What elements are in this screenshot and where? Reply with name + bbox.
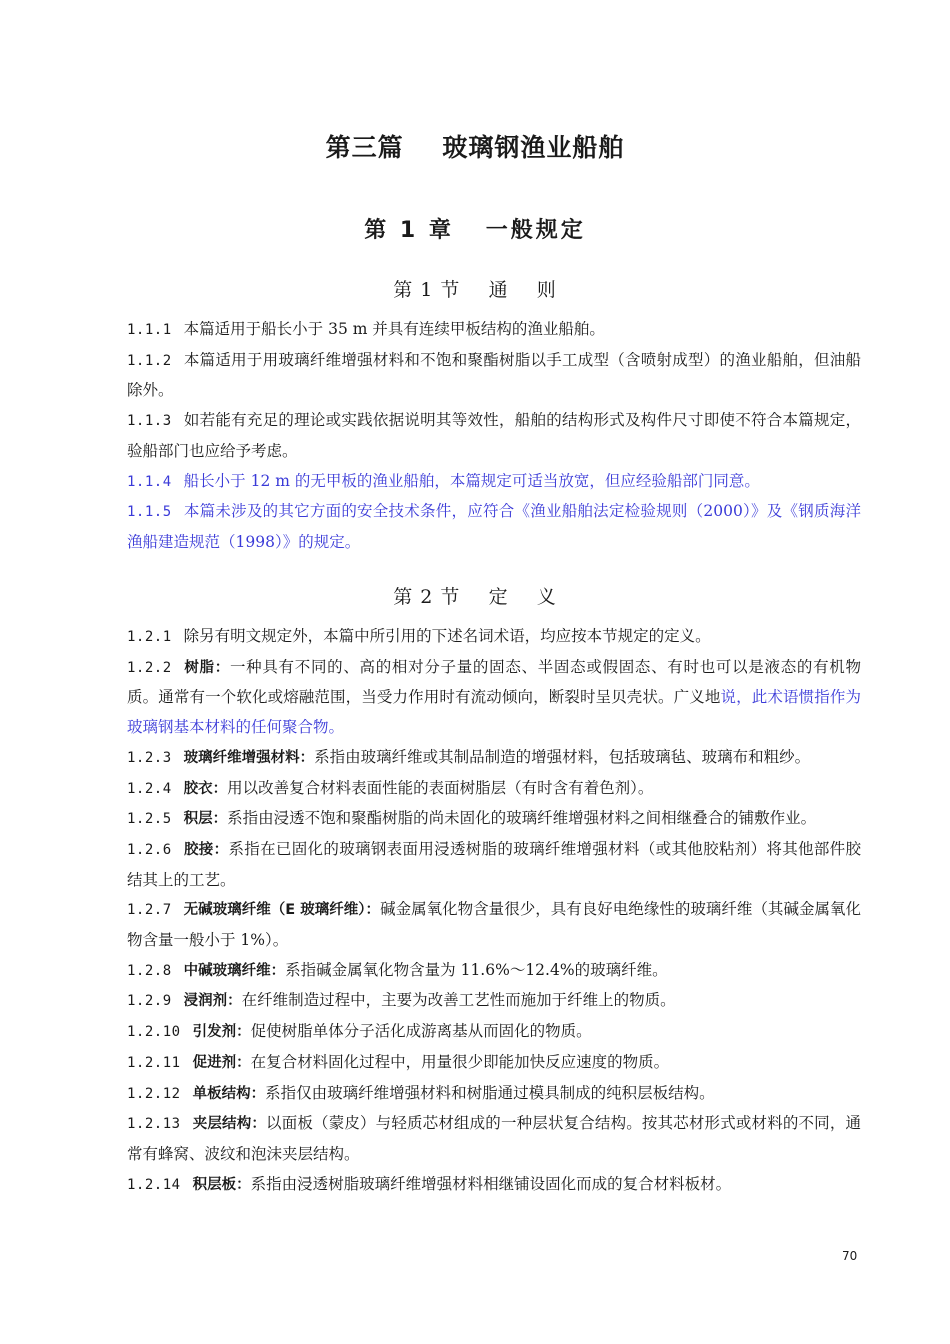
clause-number: 1.2.2 — [127, 659, 172, 676]
clause-1-2-14 — [127, 1170, 861, 1201]
clause-term: 胶接： — [183, 841, 229, 858]
section-1-body — [127, 315, 861, 558]
clause-number: 1.1.3 — [127, 413, 172, 430]
clause-number: 1.2.8 — [127, 962, 172, 979]
clause-number: 1.2.7 — [127, 902, 172, 919]
clause-term: 浸润剂： — [183, 993, 242, 1010]
clause-number: 1.2.13 — [127, 1116, 181, 1133]
clause-text: 本篇适用于用玻璃纤维增强材料和不饱和聚酯树脂以手工成型（含喷射成型）的渔业船舶，但油船除外。 — [127, 350, 861, 400]
clause-text: 促使树脂单体分子活化成游离基从而固化的物质。 — [250, 1022, 592, 1041]
clause-text: 如若能有充足的理论或实践依据说明其等效性，船舶的结构形式及构件尺寸即使不符合本篇规定，验船部门也应给予考虑。 — [127, 411, 861, 460]
clause-text: 碱金属氧化物含量很少，具有良好电绝缘性的玻璃纤维（其碱金属氧化物含量一般小于 1%）。 — [127, 900, 861, 950]
clause-text: 船长小于 12 m 的无甲板的渔业船舶，本篇规定可适当放宽，但应经验船部门同意。 — [183, 471, 760, 490]
clause-text: 系指由浸透树脂玻璃纤维增强材料相继铺设固化而成的复合材料板材。 — [250, 1174, 732, 1193]
clause-term: 积层： — [183, 811, 228, 828]
clause-number: 1.1.1 — [127, 322, 172, 338]
clause-number: 1.2.10 — [127, 1024, 181, 1041]
section-1-title: 第 1 节 通 则 — [393, 279, 557, 301]
clause-text: 本篇适用于船长小于 35 m 并具有连续甲板结构的渔业船舶。 — [183, 320, 605, 338]
clause-term: 引发剂： — [192, 1024, 251, 1041]
clause-1-2-9 — [127, 986, 861, 1017]
clause-term: 玻璃纤维增强材料： — [183, 749, 315, 766]
clause-text: 以面板（蒙皮）与轻质芯材组成的一种层状复合结构。按其芯材形式或材料的不同，通常有蜂窝、波纹和泡沫夹层结构。 — [127, 1114, 861, 1163]
clause-number: 1.1.4 — [127, 473, 172, 490]
clause-text: 在纤维制造过程中，主要为改善工艺性而施加于纤维上的物质。 — [241, 991, 676, 1010]
clause-text: 本篇未涉及的其它方面的安全技术条件，应符合《渔业船舶法定检验规则（2000）》及《钢质海洋渔船建造规范（1998）》的规定。 — [127, 502, 861, 551]
clause-term: 胶衣： — [183, 780, 228, 797]
clause-number: 1.2.1 — [127, 629, 172, 645]
clause-1-2-7 — [127, 895, 861, 955]
clause-number: 1.2.12 — [127, 1085, 181, 1102]
clause-1-1-1 — [127, 315, 861, 346]
clause-1-2-1 — [127, 622, 861, 653]
clause-text: 系指由浸透不饱和聚酯树脂的尚未固化的玻璃纤维增强材料之间相继叠合的铺敷作业。 — [227, 809, 817, 828]
clause-1-1-3 — [127, 406, 861, 466]
clause-1-2-8 — [127, 956, 861, 987]
clause-term: 中碱玻璃纤维： — [183, 962, 286, 979]
clause-text: 系指碱金属氧化物含量为 11.6%～12.4%的玻璃纤维。 — [285, 960, 668, 979]
clause-number: 1.2.9 — [127, 993, 172, 1010]
clause-number: 1.1.5 — [127, 504, 172, 521]
clause-text: 系指仅由玻璃纤维增强材料和树脂通过模具制成的纯积层板结构。 — [265, 1083, 715, 1102]
section-2-title: 第 2 节 定 义 — [393, 586, 557, 608]
clause-1-2-11 — [127, 1048, 861, 1079]
clause-number: 1.2.3 — [127, 749, 172, 766]
clause-1-2-3 — [127, 743, 861, 774]
clause-1-2-10 — [127, 1017, 861, 1048]
section-2-body — [127, 622, 861, 1200]
clause-1-2-13 — [127, 1109, 861, 1169]
part-title: 第三篇 玻璃钢渔业船舶 — [325, 133, 625, 162]
clause-term: 无碱玻璃纤维（E 玻璃纤维）： — [183, 902, 381, 919]
clause-term: 促进剂： — [192, 1054, 251, 1071]
clause-number: 1.1.2 — [127, 352, 172, 369]
clause-1-2-12 — [127, 1079, 861, 1110]
clause-text: 一种具有不同的、高的相对分子量的固态、半固态或假固态、有时也可以是液态的有机物质。通常有一个软化或熔融范围，当受力作用时有流动倾向，断裂时呈贝壳状。广义地 — [127, 657, 861, 707]
clause-term: 树脂： — [183, 659, 230, 676]
clause-1-1-4 — [127, 467, 861, 498]
clause-text: 在复合材料固化过程中，用量很少即能加快反应速度的物质。 — [250, 1052, 670, 1071]
clause-1-2-4 — [127, 774, 861, 805]
clause-1-2-2 — [127, 653, 861, 743]
clause-number: 1.2.5 — [127, 811, 172, 828]
clause-term: 夹层结构： — [192, 1116, 267, 1133]
clause-1-2-6 — [127, 835, 861, 895]
clause-number: 1.2.4 — [127, 780, 172, 797]
clause-text-highlighted: 说，此术语惯指作为玻璃钢基本材料的任何聚合物。 — [127, 688, 861, 737]
chapter-title: 第 1 章 一般规定 — [364, 218, 586, 243]
clause-text: 系指在已固化的玻璃钢表面用浸透树脂的玻璃纤维增强材料（或其他胶粘剂）将其他部件胶结其上的工艺。 — [127, 839, 861, 889]
clause-text: 系指由玻璃纤维或其制品制造的增强材料，包括玻璃毡、玻璃布和粗纱。 — [314, 747, 811, 766]
clause-text: 除另有明文规定外，本篇中所引用的下述名词术语，均应按本节规定的定义。 — [183, 627, 711, 645]
clause-1-1-5 — [127, 497, 861, 557]
clause-1-1-2 — [127, 346, 861, 406]
clause-term: 单板结构： — [192, 1085, 266, 1102]
page-number: 70 — [842, 1249, 858, 1263]
clause-term: 积层板： — [192, 1176, 251, 1193]
clause-number: 1.2.6 — [127, 841, 172, 858]
clause-number: 1.2.11 — [127, 1054, 181, 1071]
clause-1-2-5 — [127, 804, 861, 835]
clause-text: 用以改善复合材料表面性能的表面树脂层（有时含有着色剂）。 — [227, 778, 654, 797]
clause-number: 1.2.14 — [127, 1176, 181, 1193]
